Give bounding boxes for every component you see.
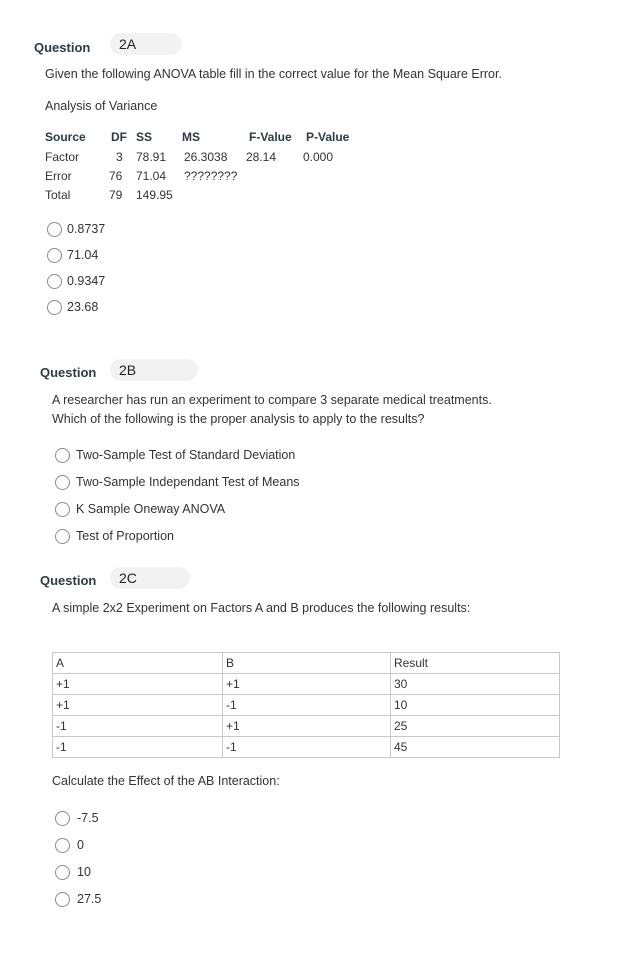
anova-header-f: F-Value bbox=[249, 130, 292, 144]
q2a-option-label[interactable]: 23.68 bbox=[67, 300, 99, 314]
anova-cell-ss: 149.95 bbox=[136, 188, 173, 202]
anova-header-ss: SS bbox=[136, 130, 153, 144]
anova-header-df: DF bbox=[111, 130, 127, 144]
table-row bbox=[53, 695, 560, 716]
table-header-b: B bbox=[223, 653, 391, 674]
table-cell: -1 bbox=[223, 737, 391, 758]
table-cell: -1 bbox=[53, 716, 223, 737]
question-2c-number: 2C bbox=[110, 567, 190, 589]
table-cell: +1 bbox=[223, 716, 391, 737]
table-cell: -1 bbox=[223, 695, 391, 716]
q2b-option-radio[interactable] bbox=[55, 502, 70, 517]
table-cell: -1 bbox=[53, 737, 223, 758]
question-2b-label: Question bbox=[40, 365, 97, 380]
table-row bbox=[53, 737, 560, 758]
question-2b-prompt-line2: Which of the following is the proper analysis to apply to the results? bbox=[52, 412, 425, 426]
anova-cell-ms: 26.3038 bbox=[184, 150, 228, 164]
table-cell: 45 bbox=[391, 737, 560, 758]
q2c-option-label[interactable]: -7.5 bbox=[77, 811, 99, 825]
anova-header-source: Source bbox=[45, 130, 86, 144]
anova-cell-source: Total bbox=[45, 188, 71, 202]
question-2a-label: Question bbox=[34, 40, 91, 55]
table-cell: +1 bbox=[223, 674, 391, 695]
q2b-option-radio[interactable] bbox=[55, 475, 70, 490]
anova-cell-ss: 71.04 bbox=[136, 169, 167, 183]
q2a-option-label[interactable]: 71.04 bbox=[67, 248, 99, 262]
table-cell: 10 bbox=[391, 695, 560, 716]
anova-cell-f: 28.14 bbox=[246, 150, 277, 164]
q2c-option-radio[interactable] bbox=[55, 892, 70, 907]
table-header-a: A bbox=[53, 653, 223, 674]
anova-cell-df: 76 bbox=[109, 169, 123, 183]
anova-cell-df: 79 bbox=[109, 188, 123, 202]
table-cell: +1 bbox=[53, 674, 223, 695]
q2c-option-radio[interactable] bbox=[55, 838, 70, 853]
table-cell: 25 bbox=[391, 716, 560, 737]
table-row bbox=[53, 716, 560, 737]
factorial-results-table bbox=[52, 652, 560, 758]
anova-header-ms: MS bbox=[182, 130, 200, 144]
anova-cell-source: Error bbox=[45, 169, 72, 183]
q2b-option-radio[interactable] bbox=[55, 448, 70, 463]
q2a-option-radio[interactable] bbox=[47, 248, 62, 263]
q2a-option-label[interactable]: 0.9347 bbox=[67, 274, 106, 288]
question-2b-number: 2B bbox=[110, 359, 198, 381]
anova-cell-ss: 78.91 bbox=[136, 150, 167, 164]
table-cell: 30 bbox=[391, 674, 560, 695]
q2b-option-radio[interactable] bbox=[55, 529, 70, 544]
anova-cell-source: Factor bbox=[45, 150, 80, 164]
anova-cell-ms-unknown: ???????? bbox=[184, 169, 238, 183]
anova-header-p: P-Value bbox=[306, 130, 350, 144]
anova-cell-p: 0.000 bbox=[303, 150, 334, 164]
q2b-option-label[interactable]: Test of Proportion bbox=[76, 529, 174, 543]
anova-cell-df: 3 bbox=[116, 150, 123, 164]
q2c-option-radio[interactable] bbox=[55, 811, 70, 826]
question-2a-number: 2A bbox=[110, 33, 182, 55]
table-row bbox=[53, 674, 560, 695]
q2b-option-label[interactable]: Two-Sample Test of Standard Deviation bbox=[76, 448, 296, 462]
table-cell: +1 bbox=[53, 695, 223, 716]
q2a-option-label[interactable]: 0.8737 bbox=[67, 222, 106, 236]
q2c-option-label[interactable]: 10 bbox=[77, 865, 91, 879]
question-2c-prompt: A simple 2x2 Experiment on Factors A and B produces the following results: bbox=[52, 601, 471, 615]
q2b-option-label[interactable]: K Sample Oneway ANOVA bbox=[76, 502, 226, 516]
q2c-option-radio[interactable] bbox=[55, 865, 70, 880]
question-2c-ask: Calculate the Effect of the AB Interaction: bbox=[52, 774, 280, 788]
table-header-row bbox=[53, 653, 560, 674]
question-2b-prompt-line1: A researcher has run an experiment to compare 3 separate medical treatments. bbox=[52, 393, 492, 407]
question-2c-label: Question bbox=[40, 573, 97, 588]
q2c-option-label[interactable]: 0 bbox=[77, 838, 84, 852]
table-header-result: Result bbox=[391, 653, 560, 674]
q2a-option-radio[interactable] bbox=[47, 300, 62, 315]
q2b-option-label[interactable]: Two-Sample Independant Test of Means bbox=[76, 475, 300, 489]
q2a-option-radio[interactable] bbox=[47, 274, 62, 289]
q2c-option-label[interactable]: 27.5 bbox=[77, 892, 102, 906]
q2a-option-radio[interactable] bbox=[47, 222, 62, 237]
anova-table-title: Analysis of Variance bbox=[45, 99, 158, 113]
question-2a-prompt: Given the following ANOVA table fill in the correct value for the Mean Square Error. bbox=[45, 67, 502, 81]
